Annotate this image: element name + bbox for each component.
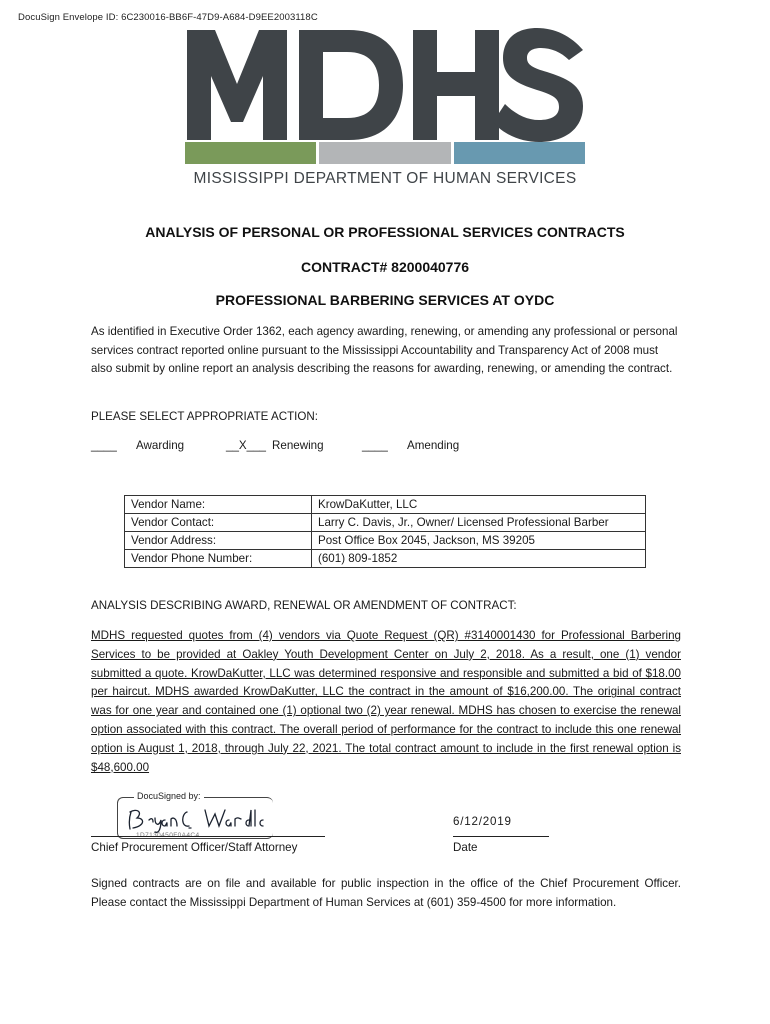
logo-subtitle: MISSISSIPPI DEPARTMENT OF HUMAN SERVICES	[193, 170, 577, 187]
mdhs-logo	[185, 20, 585, 195]
vendor-phone-value: (601) 809-1852	[312, 550, 646, 568]
signature-caption: Chief Procurement Officer/Staff Attorney	[91, 841, 298, 854]
vendor-address-label: Vendor Address:	[125, 532, 312, 550]
vendor-contact-value: Larry C. Davis, Jr., Owner/ Licensed Professional Barber	[312, 514, 646, 532]
date-caption: Date	[453, 841, 478, 854]
table-row	[125, 496, 646, 514]
vendor-phone-label: Vendor Phone Number:	[125, 550, 312, 568]
amending-blank: ____	[362, 439, 388, 452]
analysis-paragraph: MDHS requested quotes from (4) vendors via Quote Request (QR) #3140001430 for Professional Barbering Services to be provided at Oakley Youth Development Center on July 2, 2018. As a result, one (1) vendor submitted a quote. KrowDaKutter, LLC was determined responsive and responsible and submitted a bid of $18.00 per haircut. MDHS awarded KrowDaKutter, LLC the contract in the amount of $16,200.00. The original contract was for one year and contained one (1) optional two (2) year renewal. MDHS has chosen to exercise the renewal option associated with this contract. The overall period of performance for the contract to include this one renewal option is August 1, 2018, through July 22, 2021. The total contract amount to include in the first renewal option is $48,600.00	[91, 629, 681, 774]
vendor-name-value: KrowDaKutter, LLC	[312, 496, 646, 514]
logo-color-bars	[185, 142, 585, 164]
awarding-blank: ____	[91, 439, 117, 452]
logo-bar-gray	[319, 142, 450, 164]
mdhs-logo-mark	[185, 24, 585, 154]
logo-bar-green	[185, 142, 316, 164]
renewing-label: Renewing	[272, 439, 324, 452]
docusign-envelope-id: DocuSign Envelope ID: 6C230016-BB6F-47D9-A684-D9EE2003118C	[18, 12, 318, 23]
vendor-name-label: Vendor Name:	[125, 496, 312, 514]
table-row	[125, 514, 646, 532]
contract-subject: PROFESSIONAL BARBERING SERVICES AT OYDC	[215, 292, 555, 308]
intro-paragraph: As identified in Executive Order 1362, each agency awarding, renewing, or amending any professional or personal services contract reported online pursuant to the Mississippi Accountability and Transparency Act of 2008 must also submit by online report an analysis describing the reasons for awarding, renewing, or amending the contract.	[91, 325, 678, 375]
contract-number: CONTRACT# 8200040776	[300, 259, 470, 275]
vendor-address-value: Post Office Box 2045, Jackson, MS 39205	[312, 532, 646, 550]
vendor-table	[124, 495, 646, 568]
date-line	[453, 836, 549, 837]
vendor-contact-label: Vendor Contact:	[125, 514, 312, 532]
signer-code: 1D7130450F0A4C4...	[136, 832, 207, 839]
awarding-label: Awarding	[136, 439, 185, 452]
handwritten-signature	[125, 804, 265, 834]
table-row	[125, 550, 646, 568]
signature-date: 6/12/2019	[453, 815, 512, 828]
footer-paragraph: Signed contracts are on file and available for public inspection in the office of the Chief Procurement Officer. Please contact the Mississippi Department of Human Services at (601) 359-4500 for more information.	[91, 877, 681, 909]
docusigned-by-label: DocuSigned by:	[134, 791, 204, 801]
action-prompt: PLEASE SELECT APPROPRIATE ACTION:	[91, 410, 319, 423]
document-title: ANALYSIS OF PERSONAL OR PROFESSIONAL SERVICES CONTRACTS	[145, 224, 625, 240]
signature-line	[91, 836, 325, 837]
amending-label: Amending	[407, 439, 460, 452]
table-row	[125, 532, 646, 550]
renewing-blank: __X___	[226, 439, 266, 452]
analysis-label: ANALYSIS DESCRIBING AWARD, RENEWAL OR AMENDMENT OF CONTRACT:	[91, 599, 517, 612]
logo-bar-blue	[454, 142, 585, 164]
